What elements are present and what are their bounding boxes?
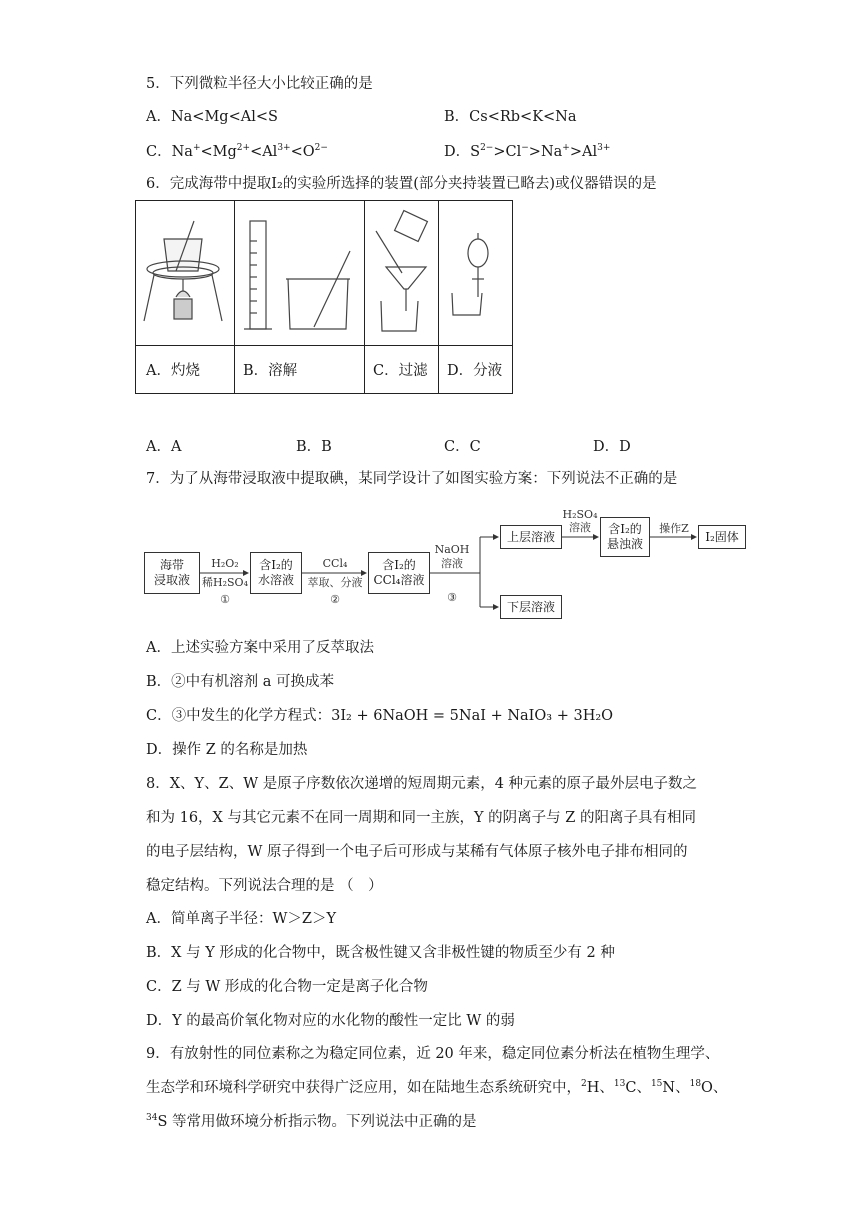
- flow-step4-solution: 溶液: [569, 521, 591, 534]
- flow-box-upper-layer: 上层溶液: [500, 525, 562, 549]
- flow-box-aqueous-i2: [250, 552, 302, 594]
- flow-step3-solution: 溶液: [441, 557, 463, 570]
- flow-diagram: [140, 505, 750, 625]
- q5-option-c: C．$Na^+<Mg^{2+}<Al^{3+}<O^{2-}$: [146, 143, 328, 160]
- q5-option-b: B．Cs<Rb<K<Na: [444, 109, 577, 125]
- flow-step4-reagent: H₂SO₄: [562, 508, 598, 521]
- flow-step1-reagent: H₂O₂: [211, 557, 239, 570]
- flow-box-5-line2: 悬浊液: [606, 537, 643, 551]
- q6-answer-d: D．D: [593, 439, 631, 455]
- flow-step2-reagent: CCl₄: [322, 557, 348, 570]
- flow-box-5-line1: 含I₂的: [608, 522, 642, 536]
- q8-option-d: D．Y 的最高价氧化物对应的水化物的酸性一定比 W 的弱: [146, 1013, 515, 1029]
- flow-step2-number: ②: [330, 593, 340, 606]
- q8-stem-line3: 的电子层结构，W 原子得到一个电子后可形成与某稀有气体原子核外电子排布相同的: [146, 844, 688, 860]
- q7-option-c: C．③中发生的化学方程式：3I₂ + 6NaOH = 5NaI + NaIO₃ + 3H₂O: [146, 708, 614, 724]
- apparatus-table: [135, 200, 513, 394]
- table-label-a: A．灼烧: [146, 363, 200, 379]
- q8-stem-line2: 和为 16，X 与其它元素不在同一周期和同一主族，Y 的阴离子与 Z 的阳离子具有相同: [146, 810, 696, 826]
- table-label-d: D．分液: [447, 363, 503, 379]
- q8-option-c: C．Z 与 W 形成的化合物一定是离子化合物: [146, 979, 428, 995]
- flow-box-ccl4-i2: [368, 552, 430, 594]
- q9-stem-line2-text: 生态学和环境科学研究中获得广泛应用，如在陆地生态系统研究中，: [146, 1080, 581, 1096]
- q7-option-d: D．操作 Z 的名称是加热: [146, 742, 308, 758]
- separatory-funnel-icon: [452, 233, 488, 315]
- q8-option-a: A．简单离子半径：W＞Z＞Y: [146, 911, 337, 927]
- graduated-cylinder-icon: [244, 221, 272, 329]
- q8-option-b: B．X 与 Y 形成的化合物中，既含极性键又含非极性键的物质至少有 2 种: [146, 945, 615, 961]
- q9-stem-line1: 9．有放射性的同位素称之为稳定同位素，近 20 年来，稳定同位素分析法在植物生理学、: [146, 1046, 720, 1062]
- q7-stem: 7．为了从海带浸取液中提取碘，某同学设计了如图实验方案：下列说法不正确的是: [146, 471, 678, 487]
- flow-step2-operation: 萃取、分液: [307, 576, 363, 589]
- q6-answer-b: B．B: [296, 439, 332, 455]
- beaker-stirring-rod-icon: [286, 251, 350, 329]
- table-label-c: C．过滤: [373, 363, 428, 379]
- flow-step5-operation: 操作Z: [659, 522, 689, 535]
- q7-option-a: A．上述实验方案中采用了反萃取法: [146, 640, 374, 656]
- q5-option-d: D．$S^{2-}>Cl^->Na^+>Al^{3+}$: [444, 143, 611, 160]
- q9-stem-line3-text: S 等常用做环境分析指示物。下列说法中正确的是: [157, 1114, 477, 1130]
- flow-box-i2-solid: I₂固体: [698, 525, 746, 549]
- flow-step1-number: ①: [220, 593, 230, 606]
- flow-step1-acid: 稀H₂SO₄: [202, 576, 248, 589]
- flow-box-3-line1: 含I₂的: [382, 558, 416, 572]
- q8-stem-line4: 稳定结构。下列说法合理的是 （ ）: [146, 878, 383, 894]
- q7-option-b: B．②中有机溶剂 a 可换成苯: [146, 674, 335, 690]
- filter-funnel-icon: [376, 211, 427, 331]
- flow-box-lower-layer: 下层溶液: [500, 595, 562, 619]
- table-label-b: B．溶解: [243, 363, 298, 379]
- flow-box-1-line1: 海带: [159, 558, 184, 572]
- q5-stem: 5．下列微粒半径大小比较正确的是: [146, 76, 373, 92]
- flow-box-suspension: [600, 517, 650, 557]
- flow-box-2-line1: 含I₂的: [259, 558, 293, 572]
- flow-step3-reagent: NaOH: [434, 543, 470, 556]
- q9-stem-line3: $^{34}$S 等常用做环境分析指示物。下列说法中正确的是: [146, 1113, 477, 1130]
- flow-box-1-line2: 浸取液: [153, 573, 190, 587]
- q5-option-a: A．Na<Mg<Al<S: [146, 109, 278, 125]
- flow-box-2-line2: 水溶液: [257, 573, 294, 587]
- q5-option-d-prefix: D．: [444, 144, 471, 160]
- flow-box-seaweed-extract: [144, 552, 200, 594]
- q6-answer-a: A．A: [146, 439, 182, 455]
- q5-option-c-prefix: C．: [146, 144, 172, 160]
- apparatus-illustrations: [136, 201, 514, 346]
- flow-step3-number: ③: [447, 591, 457, 604]
- q8-stem-line1: 8．X、Y、Z、W 是原子序数依次递增的短周期元素，4 种元素的原子最外层电子数之: [146, 776, 698, 792]
- q6-stem: 6．完成海带中提取I₂的实验所选择的装置(部分夹持装置已略去)或仪器错误的是: [146, 176, 657, 192]
- q9-stem-line2: 生态学和环境科学研究中获得广泛应用，如在陆地生态系统研究中，$^2$H、$^{13}$C、$^{15}$N、$^{18}$O、: [146, 1079, 728, 1096]
- flow-box-3-line2: CCl₄溶液: [373, 573, 425, 587]
- q6-answer-c: C．C: [444, 439, 481, 455]
- crucible-tripod-icon: [144, 221, 222, 321]
